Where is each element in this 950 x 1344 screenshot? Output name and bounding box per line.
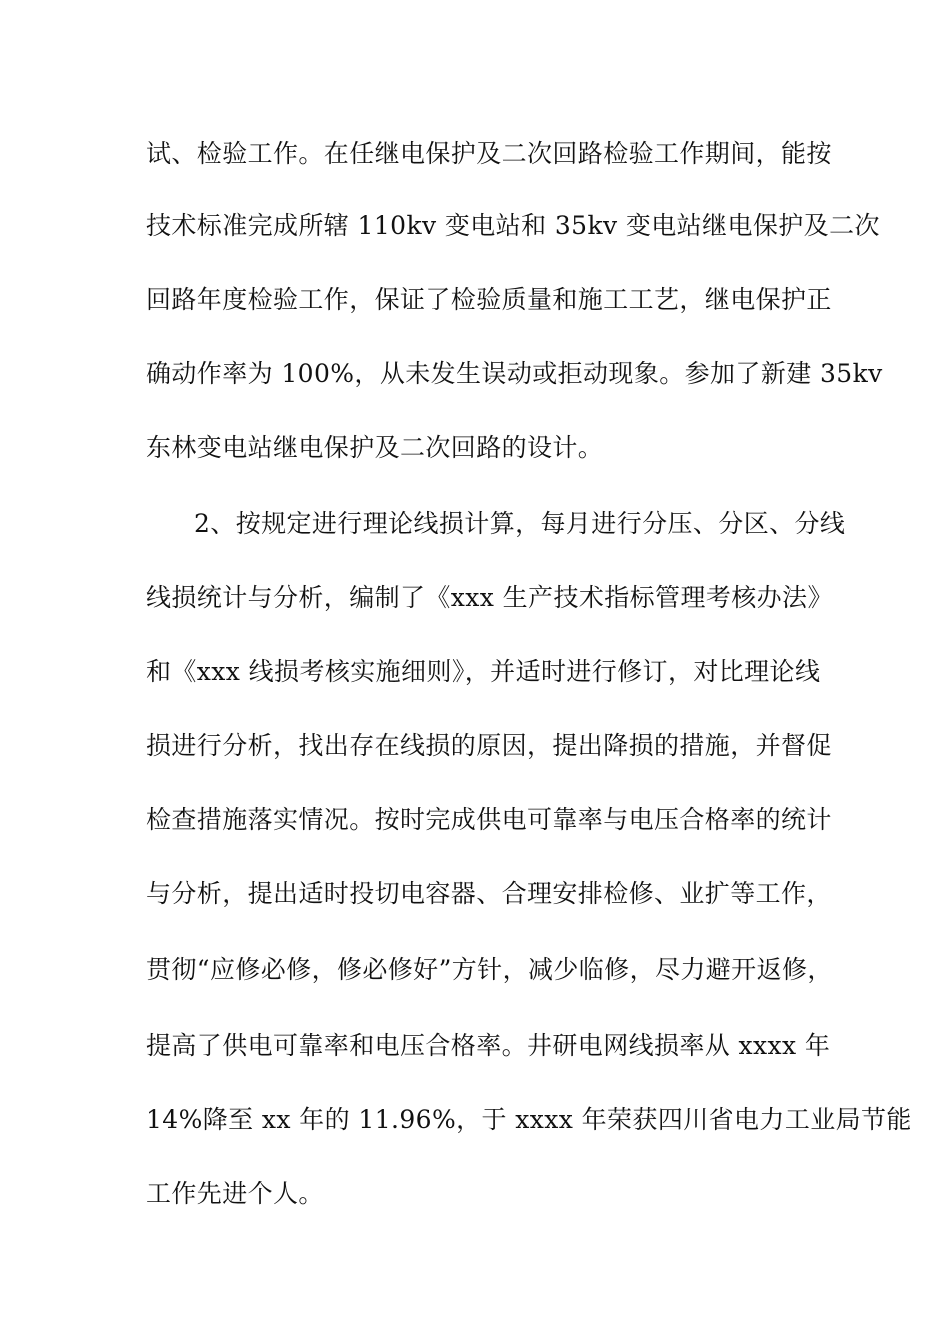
paragraph-line: 线损统计与分析，编制了《xxx 生产技术指标管理考核办法》 [146,583,833,612]
paragraph-line: 损进行分析，找出存在线损的原因，提出降损的措施，并督促 [146,731,832,760]
paragraph-line: 与分析，提出适时投切电容器、合理安排检修、业扩等工作， [146,879,832,908]
paragraph-line: 和《xxx 线损考核实施细则》，并适时进行修订，对比理论线 [146,657,821,686]
paragraph-line: 确动作率为 100%，从未发生误动或拒动现象。参加了新建 35kv [146,359,883,388]
paragraph-line: 14%降至 xx 年的 11.96%，于 xxxx 年荣获四川省电力工业局节能 [146,1105,912,1134]
paragraph-line: 工作先进个人。 [146,1179,324,1208]
paragraph-line: 2、按规定进行理论线损计算，每月进行分压、分区、分线 [194,509,846,538]
paragraph-line: 提高了供电可靠率和电压合格率。井研电网线损率从 xxxx 年 [146,1031,831,1060]
paragraph-line: 贯彻“应修必修，修必修好”方针，减少临修，尽力避开返修， [146,955,833,984]
paragraph-line: 回路年度检验工作，保证了检验质量和施工工艺，继电保护正 [146,285,832,314]
paragraph-line: 技术标准完成所辖 110kv 变电站和 35kv 变电站继电保护及二次 [146,211,880,240]
paragraph-line: 试、检验工作。在任继电保护及二次回路检验工作期间，能按 [146,139,832,168]
paragraph-line: 检查措施落实情况。按时完成供电可靠率与电压合格率的统计 [146,805,832,834]
paragraph-line: 东林变电站继电保护及二次回路的设计。 [146,433,604,462]
